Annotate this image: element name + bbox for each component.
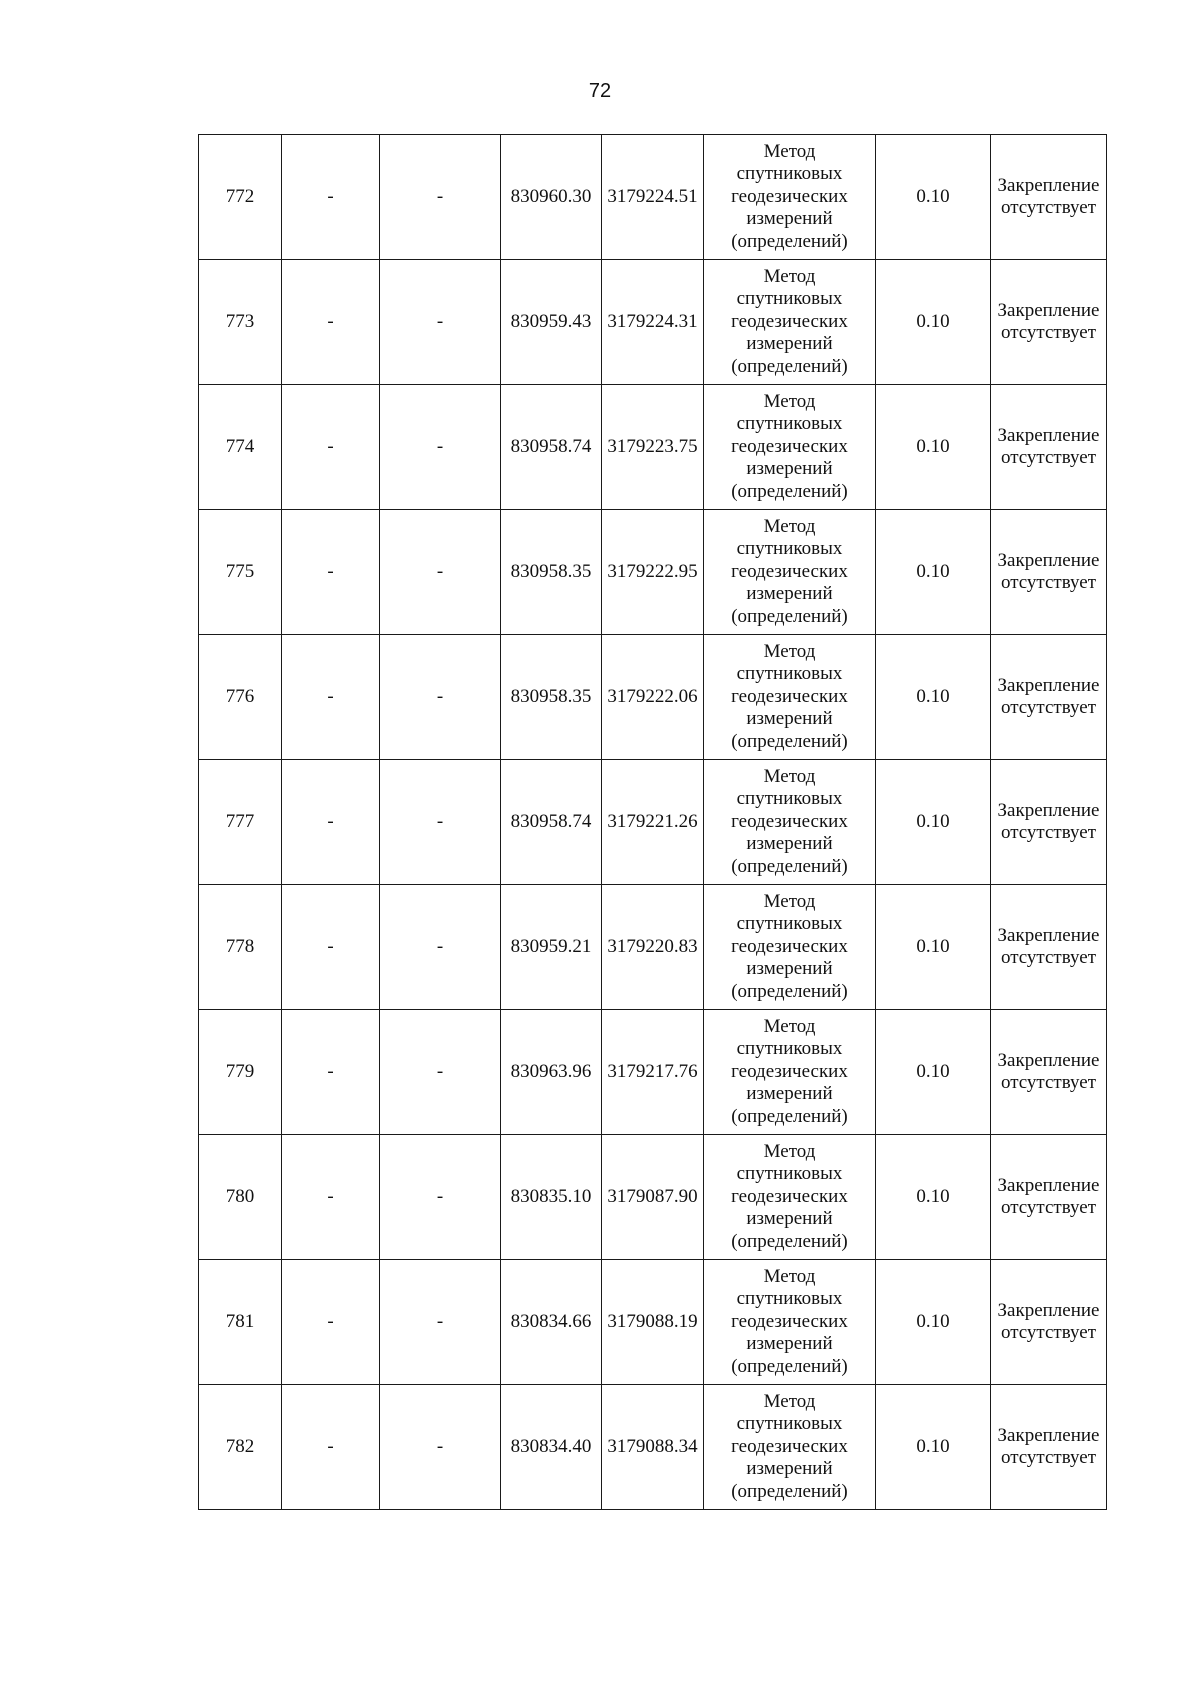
fixation-line: отсутствует: [1000, 322, 1097, 343]
empty-dash-cell: -: [282, 1135, 380, 1260]
y-coordinate-cell: 3179222.95: [602, 510, 704, 635]
x-coordinate-cell: 830958.74: [501, 385, 602, 510]
precision-cell: 0.10: [876, 260, 991, 385]
method-line: измерений: [746, 1458, 833, 1480]
coordinates-table: [198, 134, 1107, 1510]
method-line: геодезических: [731, 1060, 848, 1082]
precision-cell: 0.10: [876, 1135, 991, 1260]
method-line: Метод: [763, 515, 816, 537]
empty-dash-cell: -: [282, 260, 380, 385]
method-line: (определений): [731, 1480, 848, 1502]
method-line: Метод: [763, 140, 816, 162]
method-line: (определений): [731, 730, 848, 752]
empty-dash-cell: -: [380, 635, 501, 760]
precision-cell: 0.10: [876, 1010, 991, 1135]
method-line: Метод: [763, 1015, 816, 1037]
method-line: Метод: [763, 265, 816, 287]
method-line: спутниковых: [736, 288, 843, 310]
method-cell: [704, 1260, 876, 1385]
precision-cell: 0.10: [876, 385, 991, 510]
precision-cell: 0.10: [876, 885, 991, 1010]
fixation-cell: [991, 135, 1107, 260]
point-number-cell: 782: [199, 1385, 282, 1510]
method-line: (определений): [731, 980, 848, 1002]
method-line: геодезических: [731, 185, 848, 207]
method-line: измерений: [746, 708, 833, 730]
empty-dash-cell: -: [380, 1135, 501, 1260]
y-coordinate-cell: 3179224.31: [602, 260, 704, 385]
empty-dash-cell: -: [380, 260, 501, 385]
method-line: спутниковых: [736, 1038, 843, 1060]
method-line: (определений): [731, 605, 848, 627]
empty-dash-cell: -: [380, 510, 501, 635]
table-row: [199, 510, 1107, 635]
method-line: геодезических: [731, 685, 848, 707]
fixation-line: Закрепление: [997, 299, 1100, 321]
method-line: геодезических: [731, 560, 848, 582]
method-line: геодезических: [731, 810, 848, 832]
method-cell: [704, 135, 876, 260]
table-row: [199, 385, 1107, 510]
fixation-line: отсутствует: [1000, 822, 1097, 843]
method-line: (определений): [731, 230, 848, 252]
method-line: (определений): [731, 480, 848, 502]
page-number: 72: [588, 80, 612, 102]
method-line: спутниковых: [736, 913, 843, 935]
table-row: [199, 1260, 1107, 1385]
method-line: измерений: [746, 833, 833, 855]
method-cell: [704, 1010, 876, 1135]
method-line: геодезических: [731, 310, 848, 332]
method-line: измерений: [746, 333, 833, 355]
x-coordinate-cell: 830834.40: [501, 1385, 602, 1510]
fixation-line: Закрепление: [997, 424, 1100, 446]
fixation-cell: [991, 1385, 1107, 1510]
precision-cell: 0.10: [876, 635, 991, 760]
x-coordinate-cell: 830963.96: [501, 1010, 602, 1135]
y-coordinate-cell: 3179224.51: [602, 135, 704, 260]
empty-dash-cell: -: [282, 385, 380, 510]
fixation-line: отсутствует: [1000, 1072, 1097, 1093]
method-line: геодезических: [731, 1185, 848, 1207]
fixation-cell: [991, 1260, 1107, 1385]
method-line: Метод: [763, 1265, 816, 1287]
method-line: измерений: [746, 958, 833, 980]
point-number-cell: 777: [199, 760, 282, 885]
method-cell: [704, 885, 876, 1010]
fixation-cell: [991, 260, 1107, 385]
x-coordinate-cell: 830958.35: [501, 635, 602, 760]
fixation-line: Закрепление: [997, 549, 1100, 571]
fixation-cell: [991, 1010, 1107, 1135]
empty-dash-cell: -: [282, 510, 380, 635]
method-cell: [704, 260, 876, 385]
method-line: (определений): [731, 1105, 848, 1127]
x-coordinate-cell: 830960.30: [501, 135, 602, 260]
method-line: измерений: [746, 208, 833, 230]
method-line: спутниковых: [736, 163, 843, 185]
empty-dash-cell: -: [380, 1010, 501, 1135]
precision-cell: 0.10: [876, 510, 991, 635]
method-line: Метод: [763, 765, 816, 787]
fixation-cell: [991, 385, 1107, 510]
y-coordinate-cell: 3179088.34: [602, 1385, 704, 1510]
table-row: [199, 885, 1107, 1010]
y-coordinate-cell: 3179087.90: [602, 1135, 704, 1260]
precision-cell: 0.10: [876, 1260, 991, 1385]
fixation-cell: [991, 885, 1107, 1010]
point-number-cell: 779: [199, 1010, 282, 1135]
point-number-cell: 776: [199, 635, 282, 760]
method-cell: [704, 635, 876, 760]
method-line: спутниковых: [736, 788, 843, 810]
method-line: спутниковых: [736, 1413, 843, 1435]
empty-dash-cell: -: [282, 1010, 380, 1135]
precision-cell: 0.10: [876, 135, 991, 260]
fixation-line: отсутствует: [1000, 1322, 1097, 1343]
fixation-line: Закрепление: [997, 1049, 1100, 1071]
empty-dash-cell: -: [380, 135, 501, 260]
method-line: Метод: [763, 640, 816, 662]
fixation-cell: [991, 635, 1107, 760]
x-coordinate-cell: 830835.10: [501, 1135, 602, 1260]
y-coordinate-cell: 3179222.06: [602, 635, 704, 760]
x-coordinate-cell: 830834.66: [501, 1260, 602, 1385]
fixation-line: Закрепление: [997, 674, 1100, 696]
x-coordinate-cell: 830958.74: [501, 760, 602, 885]
fixation-line: Закрепление: [997, 799, 1100, 821]
fixation-line: отсутствует: [1000, 947, 1097, 968]
method-line: спутниковых: [736, 538, 843, 560]
method-line: измерений: [746, 458, 833, 480]
empty-dash-cell: -: [380, 760, 501, 885]
x-coordinate-cell: 830958.35: [501, 510, 602, 635]
point-number-cell: 772: [199, 135, 282, 260]
method-cell: [704, 385, 876, 510]
point-number-cell: 774: [199, 385, 282, 510]
method-line: геодезических: [731, 1310, 848, 1332]
method-line: спутниковых: [736, 1163, 843, 1185]
precision-cell: 0.10: [876, 1385, 991, 1510]
empty-dash-cell: -: [282, 635, 380, 760]
method-line: измерений: [746, 1208, 833, 1230]
point-number-cell: 780: [199, 1135, 282, 1260]
method-line: (определений): [731, 355, 848, 377]
fixation-line: отсутствует: [1000, 197, 1097, 218]
table-row: [199, 1385, 1107, 1510]
empty-dash-cell: -: [380, 385, 501, 510]
empty-dash-cell: -: [282, 1260, 380, 1385]
fixation-line: отсутствует: [1000, 447, 1097, 468]
method-line: (определений): [731, 1355, 848, 1377]
method-line: спутниковых: [736, 663, 843, 685]
table-row: [199, 1135, 1107, 1260]
method-line: Метод: [763, 1390, 816, 1412]
point-number-cell: 778: [199, 885, 282, 1010]
x-coordinate-cell: 830959.43: [501, 260, 602, 385]
y-coordinate-cell: 3179217.76: [602, 1010, 704, 1135]
table-row: [199, 635, 1107, 760]
table-row: [199, 260, 1107, 385]
empty-dash-cell: -: [282, 760, 380, 885]
y-coordinate-cell: 3179221.26: [602, 760, 704, 885]
method-line: (определений): [731, 855, 848, 877]
table-body: [199, 135, 1107, 1510]
method-line: измерений: [746, 1333, 833, 1355]
fixation-line: Закрепление: [997, 1299, 1100, 1321]
method-line: геодезических: [731, 435, 848, 457]
y-coordinate-cell: 3179088.19: [602, 1260, 704, 1385]
method-cell: [704, 1385, 876, 1510]
fixation-line: отсутствует: [1000, 1197, 1097, 1218]
method-line: геодезических: [731, 1435, 848, 1457]
method-cell: [704, 1135, 876, 1260]
empty-dash-cell: -: [380, 1385, 501, 1510]
method-line: Метод: [763, 390, 816, 412]
method-cell: [704, 760, 876, 885]
fixation-line: Закрепление: [997, 1424, 1100, 1446]
table-row: [199, 1010, 1107, 1135]
point-number-cell: 781: [199, 1260, 282, 1385]
empty-dash-cell: -: [380, 885, 501, 1010]
empty-dash-cell: -: [282, 1385, 380, 1510]
fixation-line: отсутствует: [1000, 697, 1097, 718]
empty-dash-cell: -: [282, 135, 380, 260]
fixation-line: Закрепление: [997, 924, 1100, 946]
table-row: [199, 760, 1107, 885]
empty-dash-cell: -: [282, 885, 380, 1010]
fixation-cell: [991, 1135, 1107, 1260]
method-cell: [704, 510, 876, 635]
fixation-line: Закрепление: [997, 174, 1100, 196]
fixation-cell: [991, 760, 1107, 885]
table-row: [199, 135, 1107, 260]
method-line: Метод: [763, 890, 816, 912]
fixation-line: Закрепление: [997, 1174, 1100, 1196]
y-coordinate-cell: 3179223.75: [602, 385, 704, 510]
point-number-cell: 775: [199, 510, 282, 635]
method-line: Метод: [763, 1140, 816, 1162]
fixation-cell: [991, 510, 1107, 635]
method-line: геодезических: [731, 935, 848, 957]
method-line: (определений): [731, 1230, 848, 1252]
fixation-line: отсутствует: [1000, 572, 1097, 593]
method-line: измерений: [746, 583, 833, 605]
fixation-line: отсутствует: [1000, 1447, 1097, 1468]
empty-dash-cell: -: [380, 1260, 501, 1385]
x-coordinate-cell: 830959.21: [501, 885, 602, 1010]
method-line: спутниковых: [736, 1288, 843, 1310]
method-line: спутниковых: [736, 413, 843, 435]
y-coordinate-cell: 3179220.83: [602, 885, 704, 1010]
method-line: измерений: [746, 1083, 833, 1105]
precision-cell: 0.10: [876, 760, 991, 885]
point-number-cell: 773: [199, 260, 282, 385]
